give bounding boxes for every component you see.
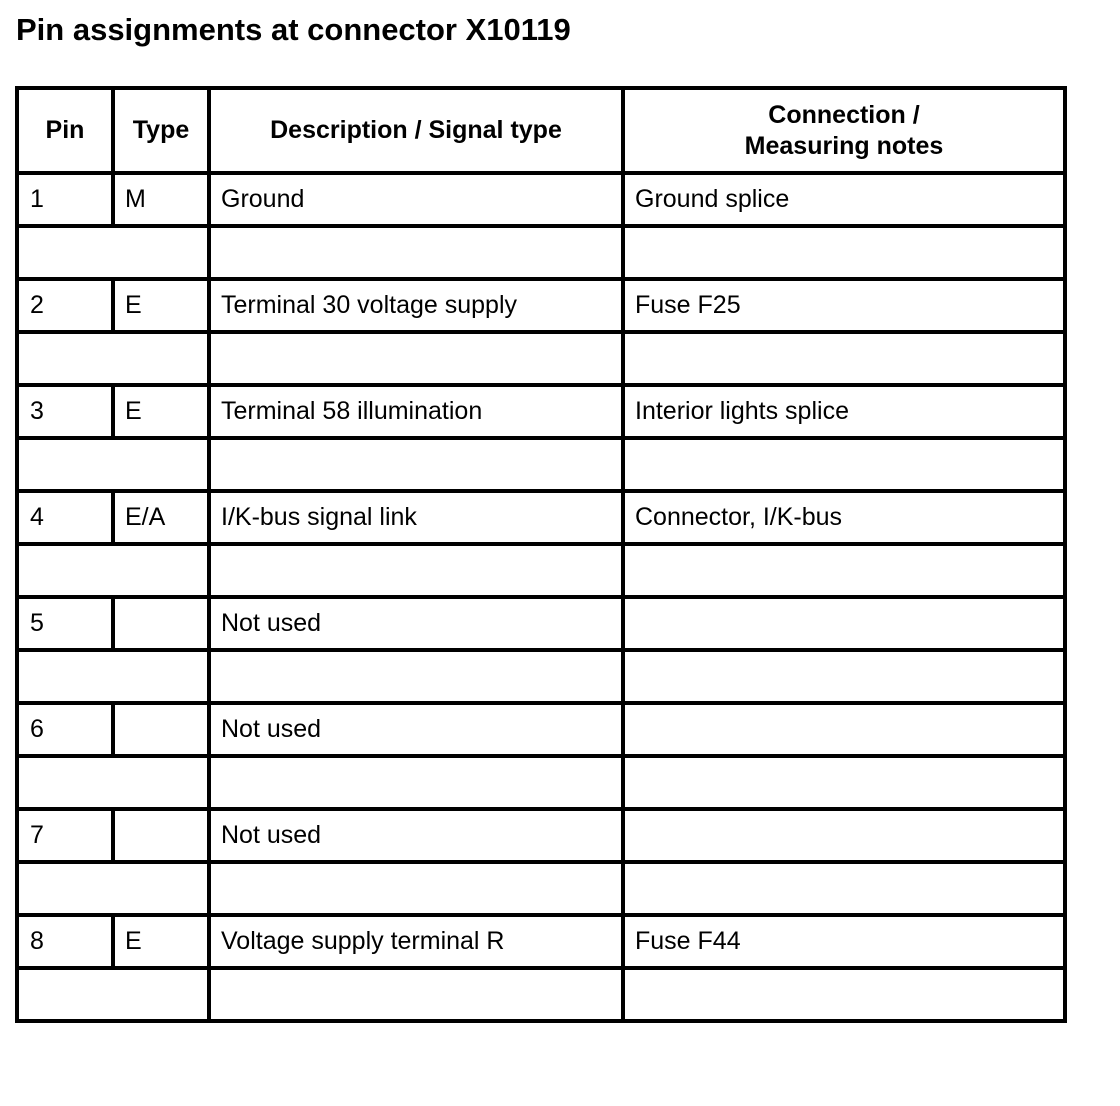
cell-type: E (113, 279, 209, 332)
table-row (17, 915, 1065, 968)
spacer-row (17, 862, 1065, 915)
cell-pin: 4 (17, 491, 113, 544)
spacer-cell-pin-type (17, 438, 209, 491)
spacer-cell-pin-type (17, 544, 209, 597)
cell-pin: 7 (17, 809, 113, 862)
spacer-cell-connection (623, 226, 1065, 279)
table-row (17, 173, 1065, 226)
cell-description: Not used (209, 809, 623, 862)
cell-description: Ground (209, 173, 623, 226)
spacer-cell-connection (623, 438, 1065, 491)
header-description (209, 88, 623, 173)
spacer-cell-connection (623, 650, 1065, 703)
cell-description: Terminal 30 voltage supply (209, 279, 623, 332)
spacer-cell-pin-type (17, 968, 209, 1021)
spacer-cell-connection (623, 544, 1065, 597)
spacer-cell-connection (623, 332, 1065, 385)
spacer-cell-connection (623, 756, 1065, 809)
cell-description: Voltage supply terminal R (209, 915, 623, 968)
cell-connection: Fuse F44 (623, 915, 1065, 968)
table-row (17, 597, 1065, 650)
header-connection-line1: Connection / (768, 100, 920, 129)
cell-type (113, 597, 209, 650)
cell-connection: Fuse F25 (623, 279, 1065, 332)
cell-connection: Ground splice (623, 173, 1065, 226)
spacer-cell-description (209, 862, 623, 915)
cell-pin: 8 (17, 915, 113, 968)
cell-pin: 6 (17, 703, 113, 756)
spacer-cell-pin-type (17, 862, 209, 915)
table-header-row (17, 88, 1065, 173)
cell-connection (623, 597, 1065, 650)
cell-description: Not used (209, 703, 623, 756)
spacer-row (17, 438, 1065, 491)
header-connection (623, 88, 1065, 173)
spacer-cell-description (209, 968, 623, 1021)
cell-connection (623, 809, 1065, 862)
spacer-cell-connection (623, 862, 1065, 915)
spacer-cell-description (209, 438, 623, 491)
cell-type: M (113, 173, 209, 226)
cell-pin: 1 (17, 173, 113, 226)
table-row (17, 385, 1065, 438)
cell-type: E (113, 915, 209, 968)
spacer-cell-pin-type (17, 650, 209, 703)
spacer-row (17, 756, 1065, 809)
cell-type: E/A (113, 491, 209, 544)
cell-description: Not used (209, 597, 623, 650)
spacer-row (17, 968, 1065, 1021)
page-title: Pin assignments at connector X10119 (16, 12, 571, 47)
cell-connection (623, 703, 1065, 756)
spacer-cell-pin-type (17, 226, 209, 279)
cell-description: I/K-bus signal link (209, 491, 623, 544)
spacer-cell-pin-type (17, 756, 209, 809)
spacer-cell-description (209, 544, 623, 597)
cell-type: E (113, 385, 209, 438)
cell-connection: Interior lights splice (623, 385, 1065, 438)
header-connection-line2: Measuring notes (744, 131, 944, 160)
spacer-row (17, 650, 1065, 703)
spacer-row (17, 332, 1065, 385)
cell-description: Terminal 58 illumination (209, 385, 623, 438)
spacer-cell-connection (623, 968, 1065, 1021)
cell-type (113, 809, 209, 862)
cell-connection: Connector, I/K-bus (623, 491, 1065, 544)
spacer-cell-description (209, 756, 623, 809)
header-description-label: Description / Signal type (270, 116, 562, 144)
table-row (17, 809, 1065, 862)
table-row (17, 703, 1065, 756)
pin-assignment-table (15, 86, 1067, 1023)
header-type: Type (113, 88, 209, 173)
spacer-cell-description (209, 332, 623, 385)
table-row (17, 491, 1065, 544)
spacer-cell-description (209, 226, 623, 279)
spacer-cell-description (209, 650, 623, 703)
spacer-row (17, 544, 1065, 597)
cell-pin: 3 (17, 385, 113, 438)
cell-type (113, 703, 209, 756)
header-pin: Pin (17, 88, 113, 173)
spacer-cell-pin-type (17, 332, 209, 385)
cell-pin: 2 (17, 279, 113, 332)
cell-pin: 5 (17, 597, 113, 650)
table-row (17, 279, 1065, 332)
spacer-row (17, 226, 1065, 279)
